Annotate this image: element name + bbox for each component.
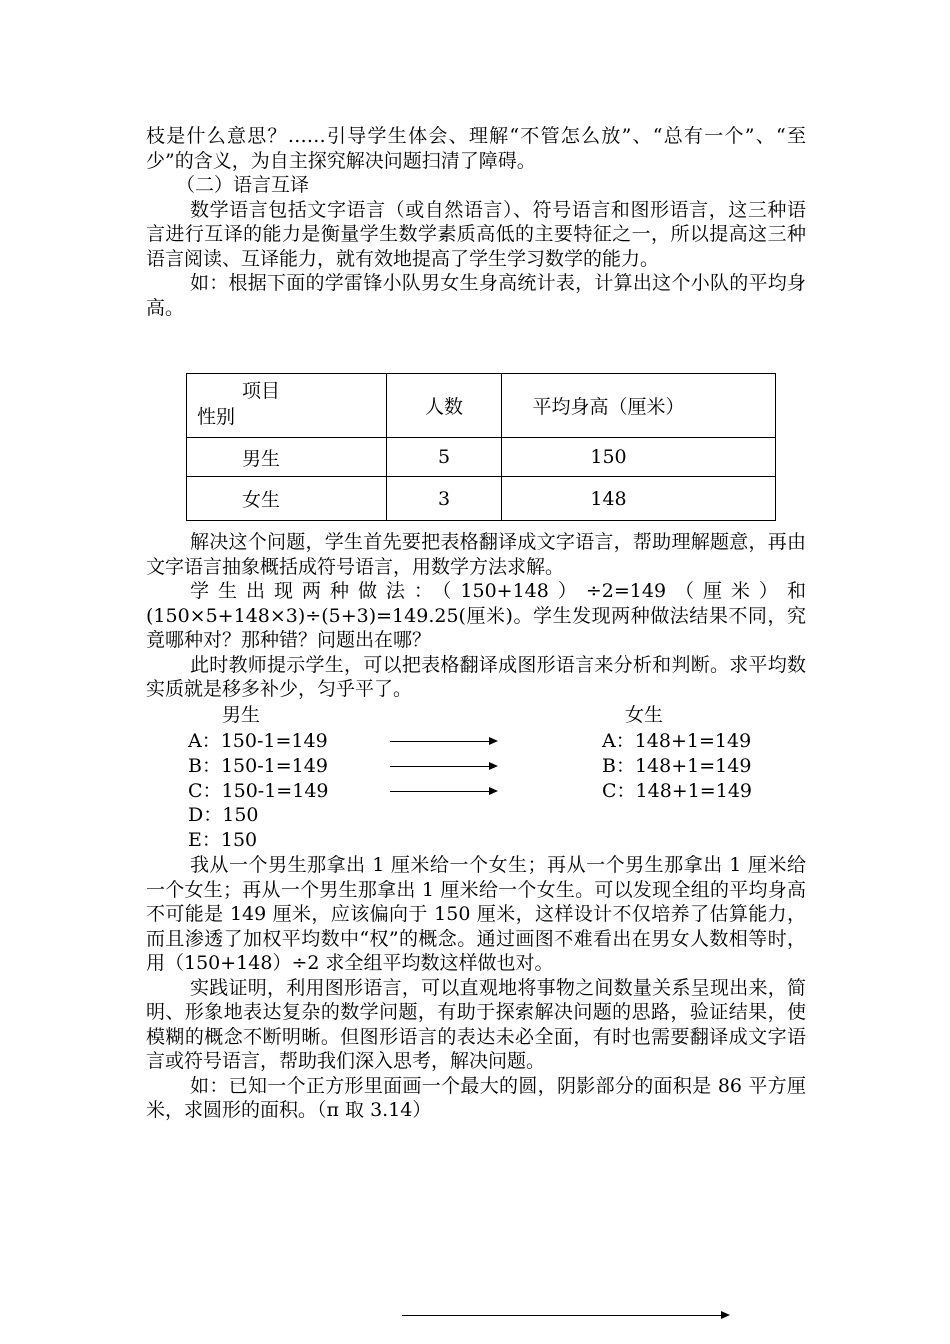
girl-c: C：148+1=149 — [602, 780, 752, 802]
cell-height: 148 — [502, 477, 776, 521]
table-row — [187, 438, 776, 477]
height-statistics-table — [186, 373, 776, 521]
arrow-right-icon — [390, 741, 496, 742]
section-heading: （二）语言互译 — [176, 174, 310, 196]
text-block-middle — [146, 530, 806, 702]
text-block-top — [146, 124, 806, 320]
header-count: 人数 — [387, 374, 502, 438]
paragraph-math-language: 数学语言包括文字语言（或自然语言）、符号语言和图形语言，这三种语言进行互译的能力是衡量学生数学素质高低的主要特征之一，所以提高这三种语言阅读、互译能力，就有效地提高了学生学习数学的能力。 — [146, 198, 806, 270]
paragraph-two-methods: 学生出现两种做法：（150+148）÷2=149（厘米）和(150×5+148×3)÷(5+3)=149.25(厘米)。学生发现两种做法结果不同，究竟哪种对？那种错？问题出在哪？ — [146, 580, 806, 651]
text-block-bottom — [146, 853, 806, 1123]
table-row — [187, 477, 776, 521]
header-average-height: 平均身高（厘米） — [502, 374, 776, 438]
boy-a: A：150-1=149 — [188, 730, 328, 752]
boy-d: D：150 — [188, 804, 259, 826]
table-header-row — [187, 374, 776, 438]
arrow-right-icon — [390, 791, 496, 792]
table-diagonal-header — [187, 374, 387, 438]
cell-count: 3 — [387, 477, 502, 521]
paragraph-solve-intro: 解决这个问题，学生首先要把表格翻译成文字语言，帮助理解题意，再由文字语言抽象概括成符号语言，用数学方法求解。 — [146, 531, 806, 578]
arrow-right-icon — [402, 1315, 728, 1316]
cell-count: 5 — [387, 438, 502, 477]
boy-e: E：150 — [188, 829, 258, 851]
header-gender-label: 性别 — [197, 406, 236, 428]
girl-b: B：148+1=149 — [602, 755, 752, 777]
paragraph-circle-example: 如：已知一个正方形里面画一个最大的圆，阴影部分的面积是 86 平方厘米，求圆形的面积。（π 取 3.14） — [146, 1074, 806, 1121]
paragraph-teacher-hint: 此时教师提示学生，可以把表格翻译成图形语言来分析和判断。求平均数实质就是移多补少，匀乎平了。 — [146, 653, 806, 700]
paragraph-move-centimeters: 我从一个男生那拿出 1 厘米给一个女生；再从一个男生那拿出 1 厘米给一个女生；再从一个男生那拿出 1 厘米给一个女生。可以发现全组的平均身高不可能是 149 厘米，应该偏向于 150 厘米，这样设计不仅培养了估算能力，而且渗透了加权平均数中“权”的概念。通过画图不难看出在男女人数相等时，用（150+148）÷2 求全组平均数这样做也对。 — [146, 854, 806, 974]
boys-title: 男生 — [222, 704, 261, 726]
boy-c: C：150-1=149 — [188, 780, 329, 802]
paragraph-example-intro: 如：根据下面的学雷锋小队男女生身高统计表，计算出这个小队的平均身高。 — [146, 272, 806, 319]
cell-gender: 女生 — [187, 477, 387, 521]
arrow-right-icon — [390, 766, 496, 767]
cell-gender: 男生 — [187, 438, 387, 477]
header-item-label: 项目 — [242, 380, 281, 402]
girls-title: 女生 — [625, 704, 664, 726]
paragraph-continuation: 枝是什么意思？……引导学生体会、理解“不管怎么放”、“总有一个”、“至少”的含义，为自主探究解决问题扫清了障碍。 — [146, 125, 806, 172]
cell-height: 150 — [502, 438, 776, 477]
girl-a: A：148+1=149 — [602, 730, 752, 752]
boy-b: B：150-1=149 — [188, 755, 328, 777]
paragraph-practice-proves: 实践证明，利用图形语言，可以直观地将事物之间数量关系呈现出来，简明、形象地表达复杂的数学问题，有助于探索解决问题的思路，验证结果，使模糊的概念不断明晰。但图形语言的表达未必全面，有时也需要翻译成文字语言或符号语言，帮助我们深入思考，解决问题。 — [146, 976, 806, 1072]
